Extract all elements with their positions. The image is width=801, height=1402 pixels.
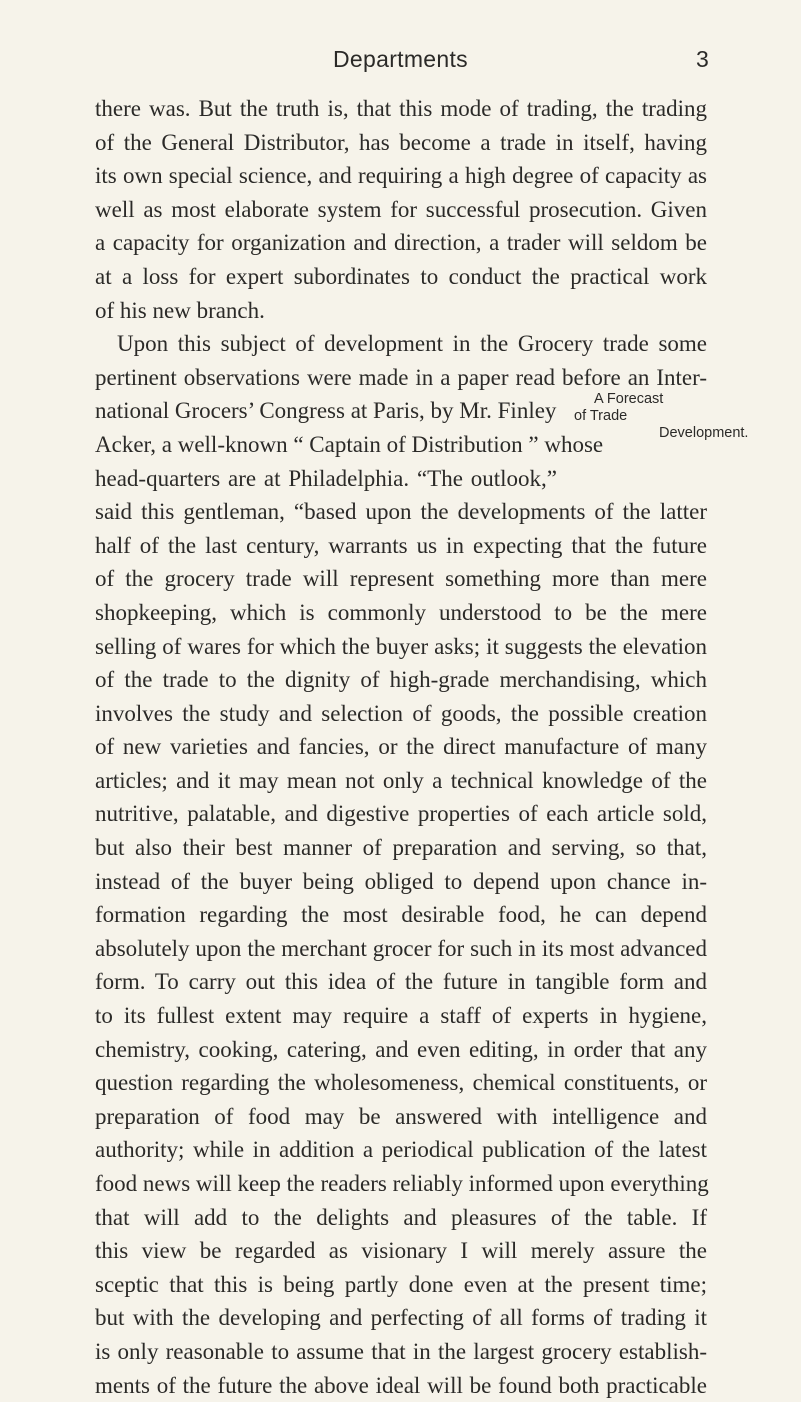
text-line: a capacity for organization and direction, a trader will seldom be [95, 230, 707, 256]
text-line: this view be regarded as visionary I will merely assure the [95, 1238, 707, 1264]
margin-note-line: Development. [659, 425, 749, 441]
text-line: involves the study and selection of goods, the possible creation [95, 700, 707, 726]
text-line: chemistry, cooking, catering, and even editing, in order that any [95, 1036, 707, 1062]
text-line: pertinent observations were made in a paper read before an Inter- [95, 364, 707, 390]
text-line: its own special science, and requiring a high degree of capacity as [95, 163, 707, 189]
text-line: ments of the future the above ideal will be found both practicable [95, 1372, 707, 1398]
text-line: nutritive, palatable, and digestive properties of each article sold, [95, 801, 707, 827]
text-line: that will add to the delights and pleasures of the table. If [95, 1204, 707, 1230]
text-line: of the General Distributor, has become a trade in itself, having [95, 129, 707, 155]
text-line: formation regarding the most desirable food, he can depend [95, 902, 707, 928]
text-line: Upon this subject of development in the Grocery trade some [117, 331, 707, 357]
text-line: but also their best manner of preparation and serving, so that, [95, 835, 707, 861]
text-line: shopkeeping, which is commonly understood to be the mere [95, 599, 707, 625]
margin-note-line: A Forecast [594, 391, 664, 407]
text-line: instead of the buyer being obliged to depend upon chance in- [95, 868, 707, 894]
text-line: preparation of food may be answered with intelligence and [95, 1103, 707, 1129]
text-line: to its fullest extent may require a staff of experts in hygiene, [95, 1003, 707, 1029]
margin-note-line: of Trade [574, 408, 628, 424]
text-line: articles; and it may mean not only a technical knowledge of the [95, 767, 707, 793]
text-line: of new varieties and fancies, or the direct manufacture of many [95, 734, 707, 760]
text-line: question regarding the wholesomeness, chemical constituents, or [95, 1070, 707, 1096]
text-line: there was. But the truth is, that this mode of trading, the trading [95, 96, 707, 121]
text-line: absolutely upon the merchant grocer for such in its most advanced [95, 935, 707, 961]
text-line: Acker, a well-known “ Captain of Distribution ” whose [95, 431, 604, 457]
text-line: is only reasonable to assume that in the largest grocery establish- [95, 1338, 707, 1364]
text-line: national Grocers’ Congress at Paris, by Mr. Finley [95, 398, 557, 424]
text-line: food news will keep the readers reliably informed upon everything [95, 1171, 709, 1196]
text-line: head-quarters are at Philadelphia. “The outlook,” [95, 465, 557, 491]
text-line: selling of wares for which the buyer asks; it suggests the elevation [95, 633, 707, 659]
text-line: said this gentleman, “based upon the developments of the latter [95, 499, 707, 525]
text-line: well as most elaborate system for successful prosecution. Given [95, 196, 707, 222]
text-line: of the grocery trade will represent something more than mere [95, 566, 707, 592]
text-line: of his new branch. [95, 297, 265, 323]
page-number: 3 [696, 46, 709, 72]
text-line: form. To carry out this idea of the future in tangible form and [95, 969, 707, 995]
margin-note [572, 391, 749, 442]
running-title: Departments [333, 46, 468, 72]
text-line: authority; while in addition a periodical publication of the latest [95, 1137, 707, 1163]
body-text [95, 92, 707, 1402]
text-line: sceptic that this is being partly done even at the present time; [95, 1271, 707, 1297]
text-line: at a loss for expert subordinates to conduct the practical work [95, 263, 707, 289]
text-line: of the trade to the dignity of high-grade merchandising, which [95, 667, 707, 693]
text-line: half of the last century, warrants us in expecting that the future [95, 532, 707, 558]
text-line: but with the developing and perfecting of all forms of trading it [95, 1305, 707, 1331]
